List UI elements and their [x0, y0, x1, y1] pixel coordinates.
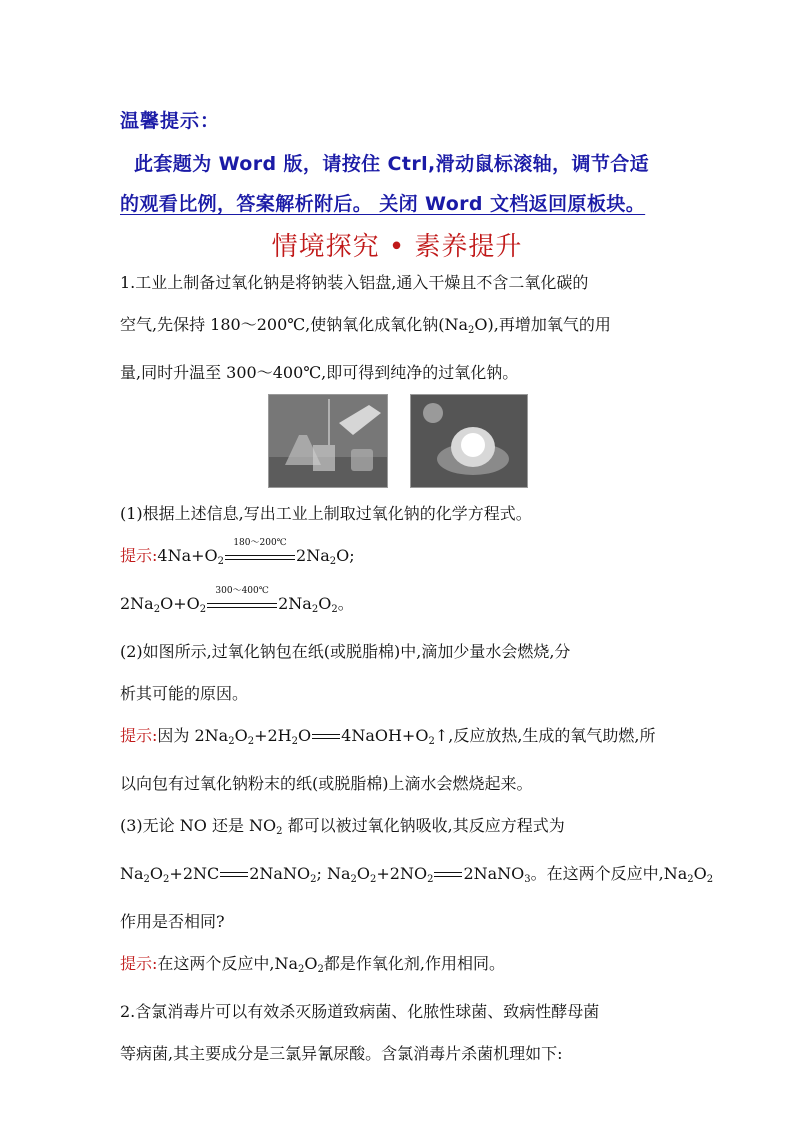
hint-2-line-2: 以向包有过氧化钠粉末的纸(或脱脂棉)上滴水会燃烧起来。	[120, 774, 533, 793]
reaction-equals-sign	[312, 734, 340, 739]
q1-line-1: 1.工业上制备过氧化钠是将钠装入铝盘,通入干燥且不含二氧化碳的	[120, 273, 589, 292]
tip-heading: 温馨提示：	[120, 110, 221, 132]
q2-line-2: 等病菌,其主要成分是三氯异氰尿酸。含氯消毒片杀菌机理如下:	[120, 1044, 563, 1063]
reaction-equals-sign	[220, 872, 248, 877]
photo-burning-cotton	[410, 394, 528, 488]
q1-line-2: 空气,先保持 180～200℃,使钠氧化成氧化钠$(Na_2O)$,再增加氧气的用	[120, 315, 611, 336]
q1-sub-2-line-2: 析其可能的原因。	[120, 684, 249, 703]
q1-sub-1: (1)根据上述信息,写出工业上制取过氧化钠的化学方程式。	[120, 504, 532, 523]
hint-3: 提示:在这两个反应中$,Na_2O_2$都是作氧化剂,作用相同。	[120, 954, 506, 975]
reaction-equals-sign	[434, 872, 462, 877]
reaction-arrow-heating: 300～400℃	[207, 598, 277, 612]
hint-2-line-1: 提示:因为 $2Na_2O_2+2H_2O$ $4NaOH+O_2↑$,反应放热,生成的氧气助燃,所	[120, 726, 656, 747]
hint-eq-2: $2Na_2O+O_2$ 300～400℃ $2Na_2O_2$。	[120, 585, 354, 615]
section-title: 情境探究 • 素养提升	[271, 232, 523, 262]
tip-line-1: 此套题为 Word 版，请按住 Ctrl,滑动鼠标滚轴，调节合适	[134, 153, 650, 175]
hint-eq-1: 提示$:4Na+O_2$ 180～200℃ $2Na_2O$;	[120, 537, 355, 567]
tip-body	[120, 144, 680, 224]
photo-sodium-apparatus	[268, 394, 388, 488]
glassware-illustration	[269, 395, 387, 487]
q1-sub-3-equations: $Na_2O_2+2NC$ 2NaNO$_2$; $Na_2O_2+2NO_2$ 2NaNO$_3$。在这两个反应中$,Na_2O_2$	[120, 864, 714, 885]
q1-sub-2-line-1: (2)如图所示,过氧化钠包在纸(或脱脂棉)中,滴加少量水会燃烧,分	[120, 642, 571, 661]
tip-line-2: 的观看比例，答案解析附后。 关闭 Word 文档返回原板块。	[120, 193, 646, 215]
q2-line-1: 2.含氯消毒片可以有效杀灭肠道致病菌、化脓性球菌、致病性酵母菌	[120, 1002, 600, 1021]
question-1-stem	[120, 262, 676, 394]
q1-line-3: 量,同时升温至 300～400℃,即可得到纯净的过氧化钠。	[120, 363, 519, 382]
experiment-photos	[268, 394, 528, 486]
q1-sub-3-line-1: (3)无论 NO 还是 $NO_2$ 都可以被过氧化钠吸收,其反应方程式为	[120, 816, 565, 837]
flame-illustration	[411, 395, 527, 487]
q1-sub-3-line-3: 作用是否相同?	[120, 912, 225, 931]
reaction-arrow-heating: 180～200℃	[225, 550, 295, 564]
question-1-part-1	[120, 493, 714, 1075]
